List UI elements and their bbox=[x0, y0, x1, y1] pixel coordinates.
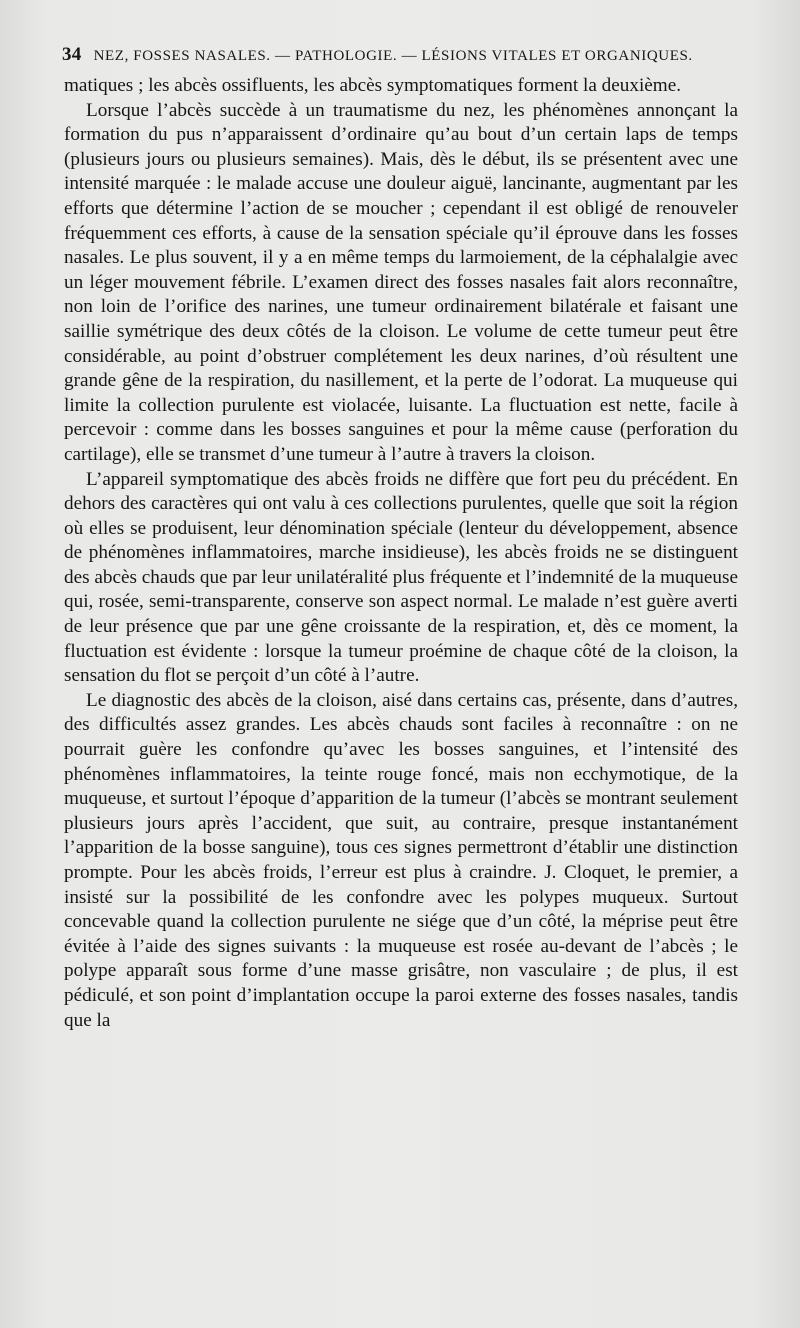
paragraph-traumatic-abscess: Lorsque l’abcès succède à un traumatisme du nez, les phénomènes annonçant la formation du pus n’apparaissent d’ordinaire qu’au bout d’un certain laps de temps (plusieurs jours ou plusieurs semaines). Mais, dès le début, ils se présentent avec une intensité marquée : le malade accuse une douleur aiguë, lancinante, augmentant par les efforts que détermine l’action de se moucher ; cependant il est obligé de renouveler fréquemment ces efforts, à cause de la sensation spéciale qu’il éprouve dans les fosses nasales. Le plus souvent, il y a en même temps du larmoiement, de la céphalalgie avec un léger mouvement fébrile. L’examen direct des fosses nasales fait alors reconnaître, non loin de l’orifice des narines, une tumeur ordinairement bilatérale et faisant une saillie symétrique des deux côtés de la cloison. Le volume de cette tumeur peut être considérable, au point d’obstruer complétement les deux narines, d’où résultent une grande gêne de la respiration, du nasillement, et la perte de l’odorat. La muqueuse qui limite la collection purulente est violacée, luisante. La fluctuation est nette, facile à percevoir : comme dans les bosses sanguines et pour la même cause (perforation du cartilage), elle se transmet d’une tumeur à l’autre à travers la cloison. bbox=[64, 99, 738, 465]
running-title: NEZ, FOSSES NASALES. — PATHOLOGIE. — LÉSIONS VITALES ET ORGANIQUES. bbox=[93, 48, 693, 64]
paragraph-continuation: matiques ; les abcès ossifluents, les abcès symptomatiques forment la deuxième. bbox=[64, 75, 682, 96]
paragraph-cold-abscess: L’appareil symptomatique des abcès froids ne diffère que fort peu du précédent. En dehors des caractères qui ont valu à ces collections purulentes, quelle que soit la région où elles se produisent, leur dénomination spéciale (lenteur du développement, absence de phénomènes inflammatoires, marche insidieuse), les abcès froids ne se distinguent des abcès chauds que par leur unilatéralité plus fréquente et l’indemnité de la muqueuse qui, rosée, semi-transparente, conserve son aspect normal. Le malade n’est guère averti de leur présence que par une gêne croissante de la respiration, et, dès ce moment, la fluctuation est évidente : lorsque la tumeur proémine de chaque côté de la cloison, la sensation du flot se perçoit d’un côté à l’autre. bbox=[64, 468, 738, 687]
page-number: 34 bbox=[62, 44, 82, 65]
body-text bbox=[64, 74, 738, 1033]
running-header bbox=[62, 44, 742, 70]
paragraph-diagnosis: Le diagnostic des abcès de la cloison, aisé dans certains cas, présente, dans d’autres, des difficultés assez grandes. Les abcès chauds sont faciles à reconnaître : on ne pourrait guère les confondre qu’avec les bosses sanguines, et l’intensité des phénomènes inflammatoires, la teinte rouge foncé, mais non ecchymotique, de la muqueuse, et surtout l’époque d’apparition de la tumeur (l’abcès se montrant seulement plusieurs jours après l’accident, que suit, au contraire, presque instantanément l’apparition de la bosse sanguine), tous ces signes permettront d’établir une distinction prompte. Pour les abcès froids, l’erreur est plus à craindre. J. Cloquet, le premier, a insisté sur la possibilité de les confondre avec les polypes muqueux. Surtout concevable quand la collection purulente ne siége que d’un côté, la méprise peut être évitée à l’aide des signes suivants : la muqueuse est rosée au-devant de l’abcès ; le polype apparaît sous forme d’une masse grisâtre, non vasculaire ; de plus, il est pédiculé, et son point d’implantation occupe la paroi externe des fosses nasales, tandis que la bbox=[64, 689, 738, 1031]
